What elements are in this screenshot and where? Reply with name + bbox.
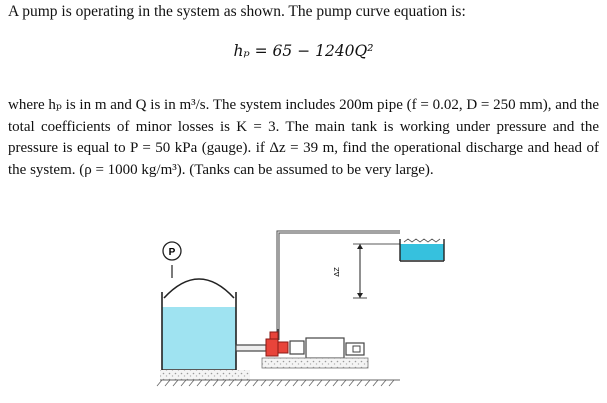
ground xyxy=(157,370,400,386)
pump-motor xyxy=(290,341,304,354)
problem-intro: A pump is operating in the system as shown. The pump curve equation is: xyxy=(8,3,466,20)
delta-z-label: ΔZ xyxy=(332,267,341,277)
gauge-label: P xyxy=(168,247,176,258)
suction-pipe xyxy=(236,345,266,351)
pump-curve-equation: hₚ = 65 − 1240Q² xyxy=(233,42,374,60)
problem-statement xyxy=(8,95,599,181)
main-tank-water xyxy=(162,307,236,369)
discharge-pipe xyxy=(278,232,400,340)
delta-z-dimension xyxy=(332,244,400,298)
problem-paragraph: where hₚ is in m and Q is in m³/s. The system includes 200m pipe (f = 0.02, D = 250 mm), and the total coefficients of minor losses is K = 3. The main tank is working under pressure and the pressure is equal to P = 50 kPa (gauge). if Δz = 39 m, find the operational discharge and head of the system. (ρ = 1000 kg/m³). (Tanks can be assumed to be very large). xyxy=(8,97,599,178)
upper-tank xyxy=(400,239,444,261)
main-tank xyxy=(162,265,236,370)
pump-system-diagram xyxy=(150,222,450,392)
pump-base xyxy=(262,358,368,368)
upper-tank-water xyxy=(400,244,444,260)
pump-flange xyxy=(266,339,278,356)
main-tank-dome xyxy=(164,279,234,298)
pump xyxy=(262,332,368,368)
pressure-gauge xyxy=(163,242,181,260)
